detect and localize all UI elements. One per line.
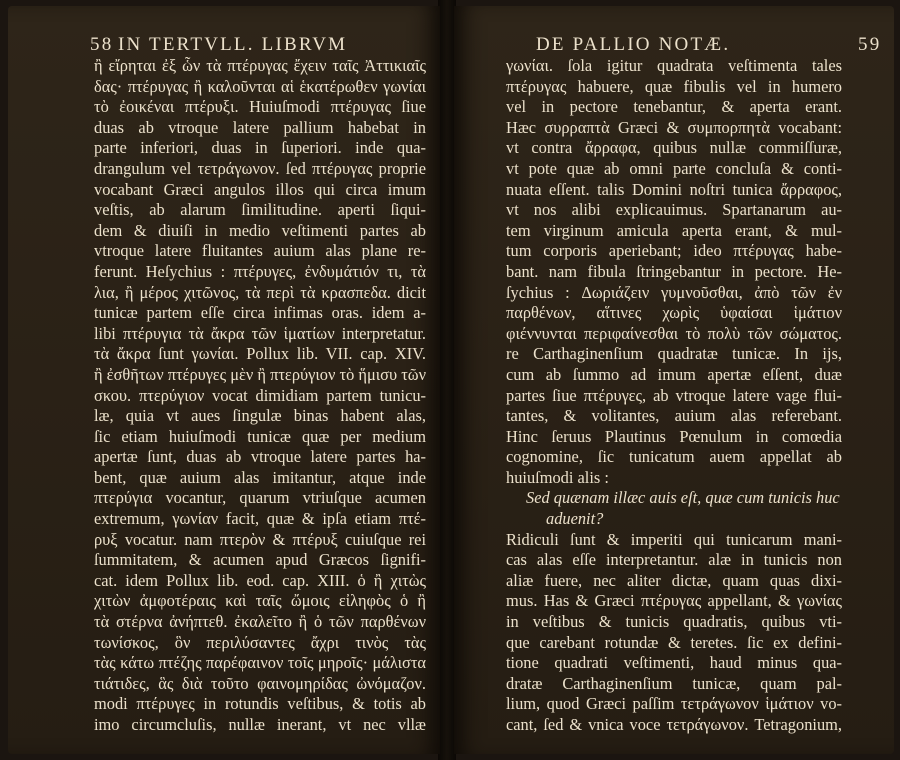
text-line: πτερύγια vocantur, quarum vtriuſque acumen [94, 488, 426, 508]
text-line: Hinc ſeruus Plautinus Pœnulum in comœdia [506, 426, 842, 446]
text-line: τὰ στέρνα ἀνήπτεθ. ἐκαλεῖτο ἢ ὁ τῶν παρθένων [94, 612, 426, 632]
text-line: τὰ ἄκρα ſunt γωνίαι. Pollux lib. VII. cap. XIV. [94, 344, 426, 364]
text-line: πτέρυγας habuere, quæ fibulis vel in humero [506, 76, 842, 96]
text-line: lium, quod Græci paſſim τετράγωνον ἱμάτιον vo- [506, 694, 842, 714]
text-line: modi πτέρυγες in rotundis veſtibus, & totis ab [94, 694, 426, 714]
verse-line: aduenit? [546, 509, 604, 529]
text-line: vt contra ἄρραφα, quibus nullæ commiſſuræ, [506, 138, 842, 158]
text-line: τωνίσκος, ὃν περιλύσαντες ἄχρι τινὸς τὰς [94, 632, 426, 652]
text-line: tem virginum amicula aperta erant, & mul- [506, 220, 842, 240]
text-line: ἢ εἴρηται ἐξ ὧν τὰ πτέρυγας ἔχειν ταῖς Ἀττικιαῖς [94, 56, 426, 75]
text-line: vocabant Græci angulos illos qui circa imum [94, 179, 426, 199]
text-line: cant, ſed & vnica voce τετράγωνον. Tetragonium, [506, 715, 842, 734]
left-page [8, 6, 440, 754]
text-line: tione quadrati veſtimenti, haud minus qua- [506, 653, 842, 673]
text-line: bent, quæ auium alas imitantur, atque inde [94, 467, 426, 487]
text-line: ἢ ἐσθῆτων πτέρυγες μὲν ἢ πτερύγιον τὸ ἥμισυ τῶν [94, 364, 426, 384]
text-line: τὸ ἐοικέναι πτέρυξι. Huiuſmodi πτέρυγας ſiue [94, 97, 426, 117]
text-line: drangulum vel τετράγωνον. ſed πτέρυγας proprie [94, 158, 426, 178]
text-line: dratæ Carthaginenſium tunicæ, quam pal- [506, 673, 842, 693]
text-line: in veſtibus & tunicis quadratis, quibus vti- [506, 612, 842, 632]
text-line: Hæc συρραπτὰ Græci & συμπορπητὰ vocabant: [506, 117, 842, 137]
verse-line: Sed quænam illæc auis eſt, quæ cum tunicis huc [526, 488, 840, 508]
text-line: ſychius : Δωριάζειν γυμνοῦσθαι, ἀπὸ τῶν ἐν [506, 282, 842, 302]
text-line: tunicæ partem eſſe circa infimas oras. idem a- [94, 303, 426, 323]
text-line: que carebant rotundæ & teretes. ſic ex defini- [506, 632, 842, 652]
text-line: extremum, γωνίαν facit, quæ & ipſa etiam πτέ- [94, 509, 426, 529]
text-line: ſic etiam huiuſmodi tunicæ quæ per medium [94, 426, 426, 446]
text-line: παρθένων, αἵτινες χωρὶς ὑφαίσαι ἱμάτιον [506, 303, 842, 323]
text-line: Ridiculi ſunt & imperiti qui tunicarum mani- [506, 529, 842, 549]
text-line: τὰς κάτω πτέζης παρέφαινον τοῖς μηροῖς· μάλιστα [94, 653, 426, 673]
left-page-text [94, 56, 426, 736]
text-line: veſtis, ab alarum ſimilitudine. aperti ſiqui- [94, 200, 426, 220]
text-line: vel in pectore tenebantur, & aperta erant. [506, 97, 842, 117]
text-line: tantes, & volitantes, auium alas referebant. [506, 406, 842, 426]
text-line: ferunt. Heſychius : πτέρυγες, ἐνδυμάτιόν τι, τὰ [94, 261, 426, 281]
text-line: χιτὼν ἀμφοτέραις καὶ ταῖς ὤμοις εἰληφὸς ὁ ἢ [94, 591, 426, 611]
text-line: parte inferiori, duas in ſuperiori. inde qua- [94, 138, 426, 158]
right-running-head: DE PALLIO NOTÆ. [536, 34, 731, 55]
text-line: γωνίαι. ſola igitur quadrata veſtimenta tales [506, 56, 842, 75]
text-line: re Carthaginenſium quadratæ tunicæ. In ijs, [506, 344, 842, 364]
text-line: partes ſiue πτέρυγες, ab vtroque latere vage flui- [506, 385, 842, 405]
text-line: huiuſmodi alis : [506, 467, 609, 487]
text-line: cat. idem Pollux lib. eod. cap. XIII. ὁ ἢ χιτὼς [94, 570, 426, 590]
text-line: tum corporis aperiebant; ideo πτέρυγας habe- [506, 241, 842, 261]
text-line: vt pote quæ ab omni parte concluſa & conti- [506, 158, 842, 178]
text-line: duas ab vtroque latere pallium habebat in [94, 117, 426, 137]
text-line: ſummitatem, & acumen apud Græcos ſignifi- [94, 550, 426, 570]
text-line: bant. nam fibula ſtringebantur in pectore. He- [506, 261, 842, 281]
left-running-head: IN TERTVLL. LIBRVM [118, 34, 348, 55]
text-line: τιάτιδες, ἃς διὰ τοῦτο φαινομηρίδας ὠνόμαζον. [94, 673, 426, 693]
text-line: imo circumcluſis, nullæ inerant, vt nec vllæ [94, 715, 426, 734]
text-line: læ, quia vt aues ſingulæ binas habent alas, [94, 406, 426, 426]
text-line: λια, ἢ μέρος χιτῶνος, τὰ περὶ τὰ κρασπεδα. dicit [94, 282, 426, 302]
text-line: dem & diuiſi in medio veſtimenti partes ab [94, 220, 426, 240]
text-line: nuata eſſent. talis Domini noſtri tunica ἄρραφος, [506, 179, 842, 199]
text-line: vt nos alibi explicauimus. Spartanarum au- [506, 200, 842, 220]
text-line: aliæ fuere, nec aliter dictæ, quam quas dixi- [506, 570, 842, 590]
left-page-number: 58 [90, 34, 114, 55]
text-line: mus. Has & Græci πτέρυγας appellant, & γωνίας [506, 591, 842, 611]
text-line: φιέννυνται περιφαίνεσθαι τὸ πολὺ τῶν σώματος. [506, 323, 842, 343]
text-line: δας· πτέρυγας ἢ καλοῦνται αἱ ἑκατέρωθεν γωνίαι [94, 76, 426, 96]
text-line: cum ab ſummo ad imum apertæ eſſent, duæ [506, 364, 842, 384]
text-line: cas alas eſſe interpretantur. alæ in tunicis non [506, 550, 842, 570]
right-page-text [506, 56, 842, 736]
right-page [454, 6, 894, 754]
right-page-number: 59 [858, 34, 882, 55]
text-line: σκου. πτερύγιον vocat dimidiam partem tunicu- [94, 385, 426, 405]
text-line: libi πτέρυγια τὰ ἄκρα τῶν ἱματίων interpretatur. [94, 323, 426, 343]
text-line: cognomine, ſic tunicatum auem appellat ab [506, 447, 842, 467]
text-line: vtroque latere fluitantes auium alas plane re- [94, 241, 426, 261]
text-line: ρυξ vocatur. nam πτερὸν & πτέρυξ cuiuſque rei [94, 529, 426, 549]
text-line: apertæ ſunt, duas ab vtroque latere partes ha- [94, 447, 426, 467]
